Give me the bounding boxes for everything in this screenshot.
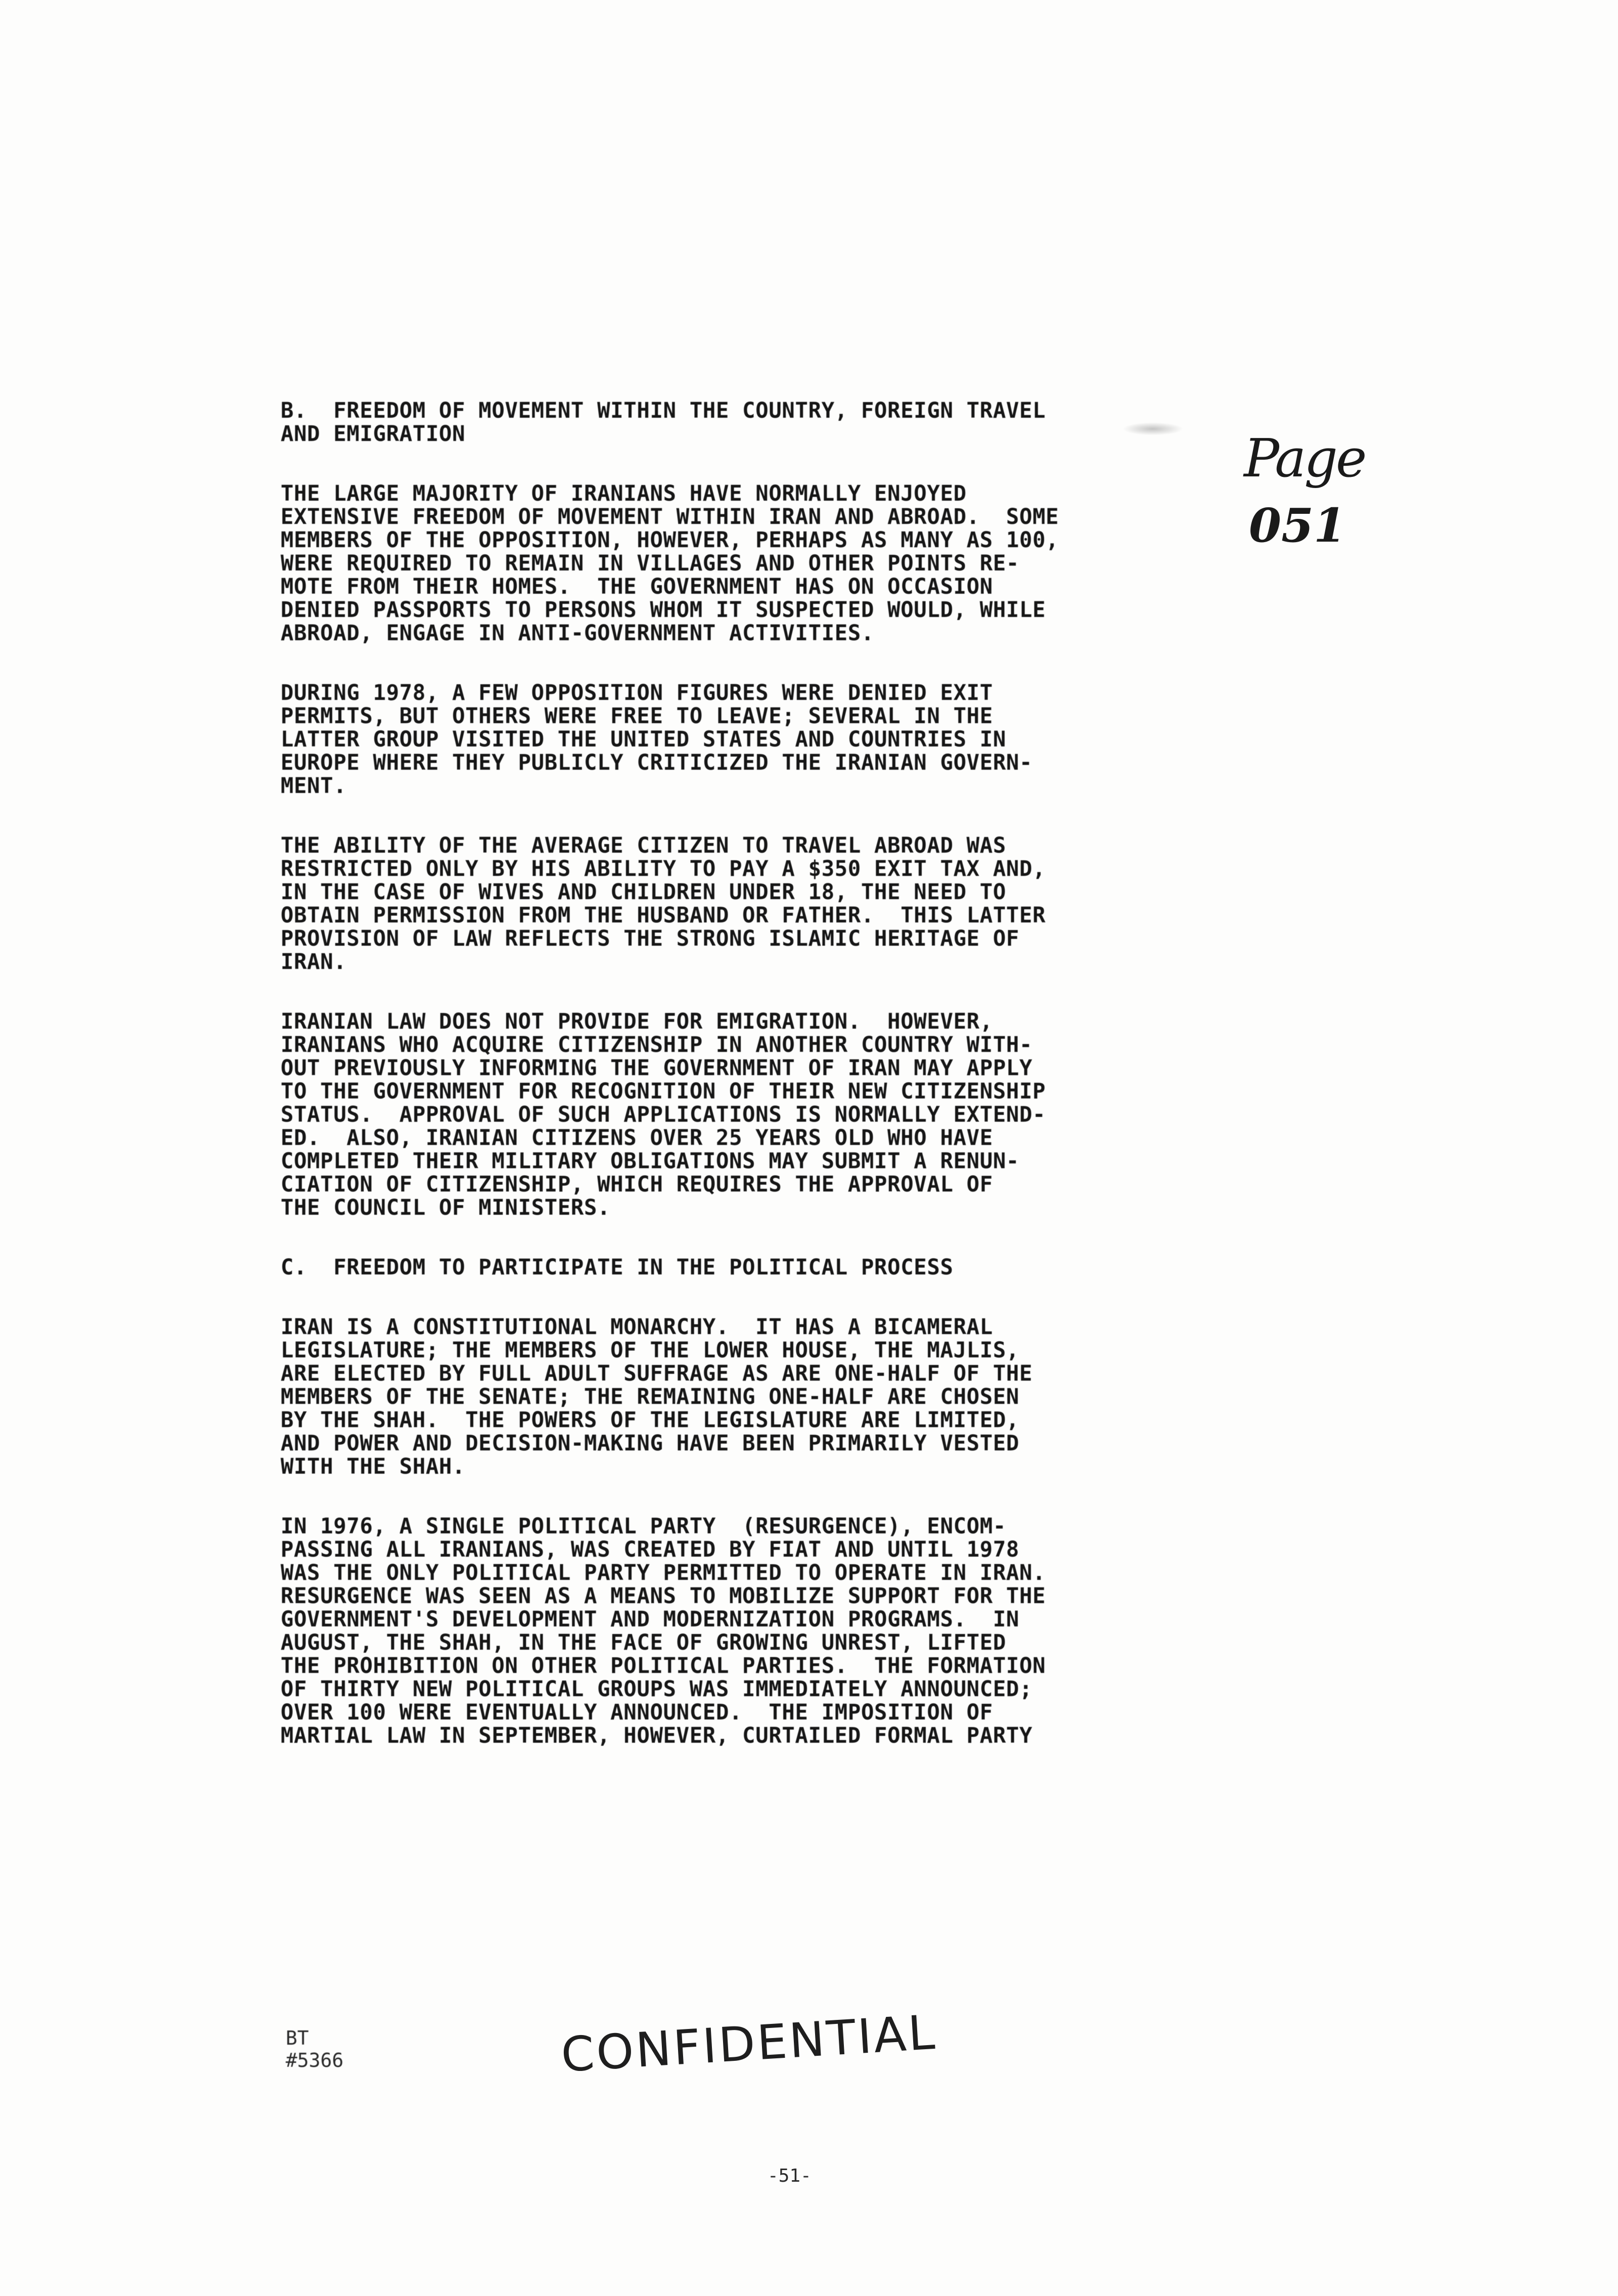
- footer-reference-code: [286, 2027, 343, 2071]
- text-line: MARTIAL LAW IN SEPTEMBER, HOWEVER, CURTAILED FORMAL PARTY: [281, 1724, 1032, 1748]
- text-line: PASSING ALL IRANIANS, WAS CREATED BY FIAT AND UNTIL 1978: [281, 1537, 1019, 1562]
- text-line: OBTAIN PERMISSION FROM THE HUSBAND OR FATHER. THIS LATTER: [281, 903, 1046, 928]
- text-line: IRAN IS A CONSTITUTIONAL MONARCHY. IT HAS A BICAMERAL: [281, 1315, 993, 1340]
- text-line: BY THE SHAH. THE POWERS OF THE LEGISLATURE ARE LIMITED,: [281, 1408, 1019, 1433]
- text-line: PERMITS, BUT OTHERS WERE FREE TO LEAVE; SEVERAL IN THE: [281, 704, 993, 729]
- paragraph-travel-abroad: [281, 834, 1231, 974]
- paragraph-constitutional-monarchy: [281, 1316, 1231, 1479]
- text-line: IRANIAN LAW DOES NOT PROVIDE FOR EMIGRATION. HOWEVER,: [281, 1009, 993, 1034]
- text-line: MOTE FROM THEIR HOMES. THE GOVERNMENT HAS ON OCCASION: [281, 575, 993, 599]
- text-line: AND EMIGRATION: [281, 422, 466, 447]
- paragraph-emigration: [281, 1010, 1231, 1220]
- text-line: THE COUNCIL OF MINISTERS.: [281, 1196, 611, 1220]
- paragraph-movement: [281, 482, 1231, 645]
- text-line: WITH THE SHAH.: [281, 1454, 466, 1479]
- text-line: B. FREEDOM OF MOVEMENT WITHIN THE COUNTRY, FOREIGN TRAVEL: [281, 399, 1046, 423]
- text-line: LATTER GROUP VISITED THE UNITED STATES AND COUNTRIES IN: [281, 727, 1006, 752]
- text-line: DURING 1978, A FEW OPPOSITION FIGURES WERE DENIED EXIT: [281, 681, 993, 705]
- text-line: MENT.: [281, 774, 347, 799]
- text-line: RESURGENCE WAS SEEN AS A MEANS TO MOBILIZE SUPPORT FOR THE: [281, 1584, 1046, 1609]
- text-line: PROVISION OF LAW REFLECTS THE STRONG ISLAMIC HERITAGE OF: [281, 926, 1019, 951]
- section-heading-c: [281, 1256, 1231, 1279]
- text-line: ED. ALSO, IRANIAN CITIZENS OVER 25 YEARS OLD WHO HAVE: [281, 1126, 993, 1151]
- text-line: MEMBERS OF THE SENATE; THE REMAINING ONE-HALF ARE CHOSEN: [281, 1385, 1019, 1409]
- footer-code-line: #5366: [286, 2049, 344, 2071]
- text-line: AND POWER AND DECISION-MAKING HAVE BEEN PRIMARILY VESTED: [281, 1431, 1019, 1456]
- page-number: -51-: [768, 2166, 812, 2186]
- text-line: THE PROHIBITION ON OTHER POLITICAL PARTIES. THE FORMATION: [281, 1654, 1046, 1679]
- text-line: OF THIRTY NEW POLITICAL GROUPS WAS IMMEDIATELY ANNOUNCED;: [281, 1677, 1032, 1702]
- paragraph-exit-permits: [281, 682, 1231, 798]
- text-line: CIATION OF CITIZENSHIP, WHICH REQUIRES THE APPROVAL OF: [281, 1172, 993, 1197]
- footer-code-line: BT: [286, 2027, 309, 2049]
- section-heading-b: [281, 400, 1231, 446]
- text-line: COMPLETED THEIR MILITARY OBLIGATIONS MAY SUBMIT A RENUN-: [281, 1149, 1019, 1174]
- confidential-stamp: CONFIDENTIAL: [559, 2005, 938, 2083]
- text-line: EXTENSIVE FREEDOM OF MOVEMENT WITHIN IRAN AND ABROAD. SOME: [281, 505, 1059, 529]
- text-line: IN THE CASE OF WIVES AND CHILDREN UNDER 18, THE NEED TO: [281, 880, 1006, 905]
- text-line: GOVERNMENT'S DEVELOPMENT AND MODERNIZATION PROGRAMS. IN: [281, 1607, 1019, 1632]
- paragraph-political-party: [281, 1515, 1231, 1748]
- text-line: STATUS. APPROVAL OF SUCH APPLICATIONS IS NORMALLY EXTEND-: [281, 1102, 1046, 1127]
- text-line: THE LARGE MAJORITY OF IRANIANS HAVE NORMALLY ENJOYED: [281, 481, 967, 506]
- text-line: AUGUST, THE SHAH, IN THE FACE OF GROWING UNREST, LIFTED: [281, 1630, 1006, 1655]
- text-line: EUROPE WHERE THEY PUBLICLY CRITICIZED THE IRANIAN GOVERN-: [281, 750, 1032, 775]
- text-line: MEMBERS OF THE OPPOSITION, HOWEVER, PERHAPS AS MANY AS 100,: [281, 528, 1059, 553]
- handwritten-page-number: 051: [1249, 498, 1346, 553]
- text-line: IRAN.: [281, 950, 347, 975]
- text-line: WERE REQUIRED TO REMAIN IN VILLAGES AND OTHER POINTS RE-: [281, 551, 1019, 576]
- text-line: WAS THE ONLY POLITICAL PARTY PERMITTED TO OPERATE IN IRAN.: [281, 1561, 1046, 1585]
- text-line: IN 1976, A SINGLE POLITICAL PARTY (RESURGENCE), ENCOM-: [281, 1514, 1006, 1539]
- document-body: [281, 400, 1231, 1784]
- text-line: TO THE GOVERNMENT FOR RECOGNITION OF THEIR NEW CITIZENSHIP: [281, 1079, 1046, 1104]
- text-line: ABROAD, ENGAGE IN ANTI-GOVERNMENT ACTIVITIES.: [281, 621, 874, 646]
- text-line: C. FREEDOM TO PARTICIPATE IN THE POLITICAL PROCESS: [281, 1255, 954, 1280]
- text-line: LEGISLATURE; THE MEMBERS OF THE LOWER HOUSE, THE MAJLIS,: [281, 1338, 1019, 1363]
- text-line: DENIED PASSPORTS TO PERSONS WHOM IT SUSPECTED WOULD, WHILE: [281, 598, 1046, 623]
- handwritten-page-label: Page: [1244, 427, 1365, 489]
- text-line: RESTRICTED ONLY BY HIS ABILITY TO PAY A $350 EXIT TAX AND,: [281, 857, 1046, 881]
- text-line: IRANIANS WHO ACQUIRE CITIZENSHIP IN ANOTHER COUNTRY WITH-: [281, 1033, 1032, 1057]
- text-line: OUT PREVIOUSLY INFORMING THE GOVERNMENT OF IRAN MAY APPLY: [281, 1056, 1032, 1081]
- text-line: OVER 100 WERE EVENTUALLY ANNOUNCED. THE IMPOSITION OF: [281, 1700, 993, 1725]
- text-line: ARE ELECTED BY FULL ADULT SUFFRAGE AS ARE ONE-HALF OF THE: [281, 1361, 1032, 1386]
- text-line: THE ABILITY OF THE AVERAGE CITIZEN TO TRAVEL ABROAD WAS: [281, 833, 1006, 858]
